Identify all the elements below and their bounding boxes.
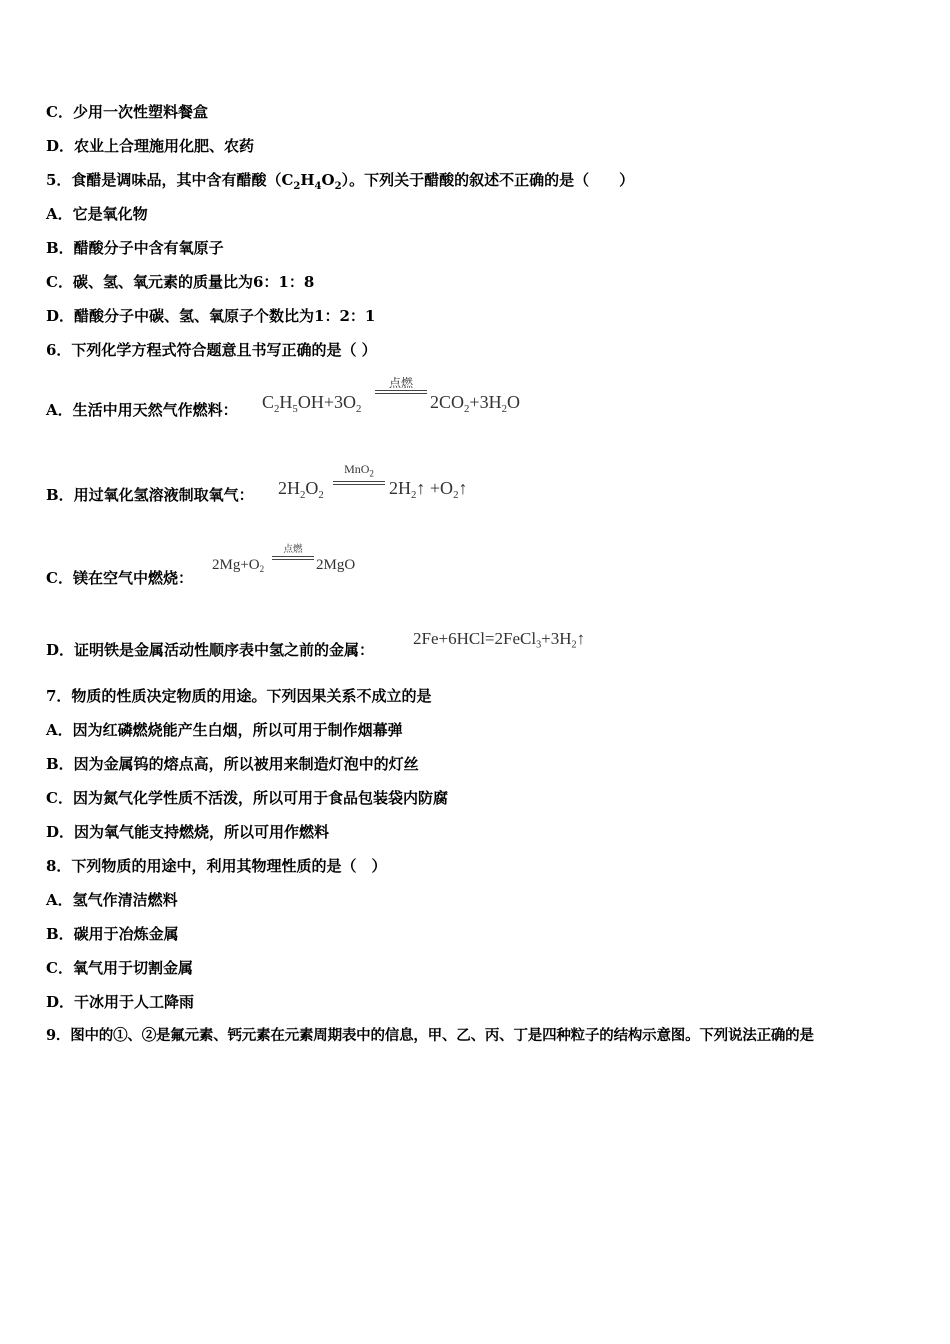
option-c-q8: C．氧气用于切割金属 xyxy=(46,959,193,977)
eq-a-rsub1: 2 xyxy=(464,402,470,415)
eq-a-sub3: 2 xyxy=(355,402,362,415)
q5-sub-c: 2 xyxy=(293,181,301,192)
eq-b-condition xyxy=(333,463,385,485)
eq-c-reactants: 2Mg+O xyxy=(212,557,260,573)
eq-c-sub1: 2 xyxy=(259,564,265,575)
eq-a-equals xyxy=(375,390,427,394)
eq-b-sub1: 2 xyxy=(300,488,306,501)
eq-d-sub1: 3 xyxy=(536,639,542,651)
q5-h: H xyxy=(300,171,315,189)
eq-d-h: +3H xyxy=(541,629,572,648)
option-c-q4: C．少用一次性塑料餐盒 xyxy=(46,103,208,121)
option-a-q6: A．生活中用天然气作燃料： xyxy=(46,401,238,419)
q5-sub-o: 2 xyxy=(334,181,342,192)
option-a-q7: A．因为红磷燃烧能产生白烟，所以可用于制作烟幕弹 xyxy=(46,721,403,739)
q5-text-post: ）。下列关于醋酸的叙述不正确的是（ ） xyxy=(341,171,635,189)
option-c-q6: C．镁在空气中燃烧： xyxy=(46,569,193,587)
option-d-q5: D．醋酸分子中碳、氢、氧原子个数比为1：2：1 xyxy=(46,307,376,325)
option-a-q8: A．氢气作清洁燃料 xyxy=(46,891,178,909)
eq-b-arrow: ↑ xyxy=(458,478,468,498)
eq-b-catalyst xyxy=(333,463,385,481)
q5-sub-h: 4 xyxy=(314,181,322,192)
equation-b-products xyxy=(389,478,467,499)
option-d-q6: D．证明铁是金属活动性顺序表中氢之前的金属： xyxy=(46,641,375,659)
eq-b-h: 2H xyxy=(278,478,300,498)
equation-c-products xyxy=(316,557,355,574)
equation-c xyxy=(212,557,264,574)
eq-b-rsub1: 2 xyxy=(411,488,417,501)
eq-a-o: O xyxy=(506,392,520,412)
question-6: 6．下列化学方程式符合题意且书写正确的是（ ） xyxy=(46,341,377,359)
equation-a xyxy=(262,392,361,413)
q5-o: O xyxy=(321,171,335,189)
option-b-q7: B．因为金属钨的熔点高，所以被用来制造灯泡中的灯丝 xyxy=(46,755,419,773)
eq-c-condition xyxy=(272,545,314,560)
option-d-q8: D．干冰用于人工降雨 xyxy=(46,993,195,1011)
equation-a-products xyxy=(430,392,520,413)
eq-a-c: C xyxy=(262,392,275,412)
eq-b-cat-main: MnO xyxy=(344,462,370,476)
question-7: 7．物质的性质决定物质的用途。下列因果关系不成立的是 xyxy=(46,687,432,705)
option-d-q4: D．农业上合理施用化肥、农药 xyxy=(46,137,255,155)
option-a-q5: A．它是氧化物 xyxy=(46,205,148,223)
eq-c-mgo: 2MgO xyxy=(316,557,356,573)
eq-b-sub2: 2 xyxy=(318,488,324,501)
question-5 xyxy=(46,170,634,197)
eq-a-h2: +3H xyxy=(469,392,502,412)
eq-c-cond-text: 点燃 xyxy=(283,544,303,555)
eq-d-main: 2Fe+6HCl=2FeCl xyxy=(413,629,537,648)
question-9: 9．图中的①、②是氟元素、钙元素在元素周期表中的信息，甲、乙、丙、丁是四种粒子的结构示意图。下列说法正确的是 xyxy=(46,1027,814,1044)
eq-a-sub2: 5 xyxy=(292,402,298,415)
eq-b-o: O xyxy=(305,478,319,498)
eq-c-equals xyxy=(272,556,314,560)
eq-d-sub2: 2 xyxy=(571,639,577,651)
eq-a-condition xyxy=(375,377,427,394)
eq-a-oh: OH+3O xyxy=(297,392,356,412)
option-b-q8: B．碳用于冶炼金属 xyxy=(46,925,179,943)
option-b-q5: B．醋酸分子中含有氧原子 xyxy=(46,239,224,257)
eq-d-arrow: ↑ xyxy=(576,629,586,648)
eq-b-cat-sub: 2 xyxy=(369,468,374,479)
option-c-q5: C．碳、氢、氧元素的质量比为6：1：8 xyxy=(46,273,315,291)
equation-d xyxy=(413,629,585,649)
eq-a-rsub2: 2 xyxy=(501,402,507,415)
question-8: 8．下列物质的用途中，利用其物理性质的是（ ） xyxy=(46,857,387,875)
option-b-q6: B．用过氧化氢溶液制取氧气： xyxy=(46,486,254,504)
eq-b-h2: 2H xyxy=(389,478,411,498)
eq-b-equals xyxy=(333,481,385,485)
eq-a-co: 2CO xyxy=(430,392,465,412)
q5-text-pre: 5．食醋是调味品，其中含有醋酸（C xyxy=(46,171,294,189)
option-d-q7: D．因为氧气能支持燃烧，所以可用作燃料 xyxy=(46,823,330,841)
eq-a-sub1: 2 xyxy=(274,402,280,415)
option-c-q7: C．因为氮气化学性质不活泼，所以可用于食品包装袋内防腐 xyxy=(46,789,448,807)
equation-b xyxy=(278,478,324,499)
eq-b-rsub2: 2 xyxy=(453,488,459,501)
eq-a-h: H xyxy=(279,392,293,412)
eq-a-cond-text: 点燃 xyxy=(388,376,413,390)
eq-b-o2: ↑ +O xyxy=(416,478,454,498)
